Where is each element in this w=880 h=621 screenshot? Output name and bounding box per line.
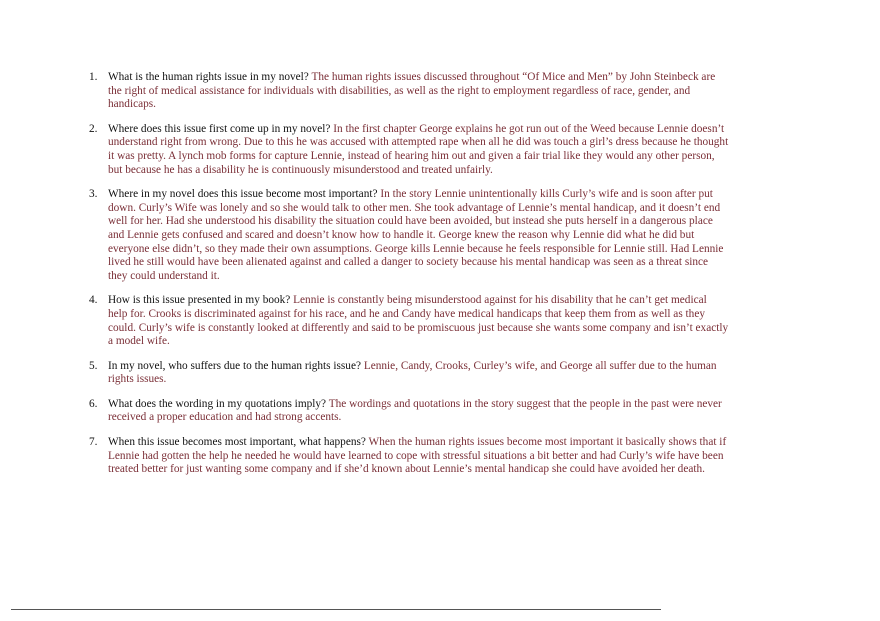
- item-number: 3.: [89, 188, 98, 201]
- item-number: 7.: [89, 436, 98, 449]
- item-number: 2.: [89, 122, 98, 135]
- item-question: When this issue becomes most important, what happens?: [108, 436, 366, 449]
- item-question: What does the wording in my quotations imply?: [108, 397, 327, 410]
- item-answer: Lennie, Candy, Crooks, Curley’s wife, and George all suffer due to the human rights issues.: [108, 359, 717, 386]
- list-item: [89, 360, 729, 387]
- item-number: 1.: [89, 71, 98, 83]
- item-number: 4.: [89, 294, 98, 307]
- item-answer: In the first chapter George explains he got run out of the Weed because Lennie doesn’t understand right from wrong. Due to this he was accused with attempted rape when all he did was touch a girl’s dress because he thought it was pretty. A lynch mob forms for capture Lennie, instead of hearing him out and given a fair trial like they would any other person, but because he has a disability he is continuously misunderstood and treated unfairly.: [108, 122, 729, 176]
- list-item: [89, 71, 729, 112]
- footer-divider: [11, 609, 661, 610]
- question-answer-list: [89, 71, 729, 488]
- item-answer: Lennie is constantly being misunderstood against for his disability that he can’t get medical help for. Crooks is discriminated against for his race, and he and Candy have medical handicaps that keep them from as well as they could. Curly’s wife is constantly looked at differently and said to be promiscuous just because she wants some company and isn’t exactly a model wife.: [108, 294, 729, 348]
- list-item: [89, 294, 729, 348]
- item-question: How is this issue presented in my book?: [108, 294, 291, 307]
- item-answer: The wordings and quotations in the story suggest that the people in the past were never received a proper education and had strong accents.: [108, 397, 722, 424]
- item-question: Where in my novel does this issue become most important?: [108, 188, 378, 201]
- list-item: [89, 398, 729, 425]
- list-item: [89, 123, 729, 177]
- item-question: In my novel, who suffers due to the human rights issue?: [108, 359, 361, 372]
- item-number: 6.: [89, 397, 98, 410]
- list-item: [89, 188, 729, 283]
- item-answer: In the story Lennie unintentionally kills Curly’s wife and is soon after put down. Curly’s Wife was lonely and so she would talk to other men. She took advantage of Lennie’s mental handicap, and it doesn’t end well for her. Had she understood his disability the situation could have been avoided, but instead she puts herself in a dangerous place and Lennie gets confused and scared and doesn’t know how to handle it. George knew the reason why Lennie did what he did but everyone else didn’t, so they made their own assumptions. George kills Lennie because he feels responsible for Lennie still. Had Lennie lived he still would have been alienated against and called a danger to society because his mental handicap was seen as a threat since they could understand it.: [108, 188, 724, 282]
- item-question: What is the human rights issue in my novel?: [108, 71, 309, 83]
- item-number: 5.: [89, 359, 98, 372]
- list-item: [89, 436, 729, 477]
- item-answer: When the human rights issues become most important it basically shows that if Lennie had gotten the help he needed he would have learned to cope with stressful situations a bit better and had Curly’s wife have been treated better for just wanting some company and if she’d known about Lennie’s mental handicap she could have avoided her death.: [108, 436, 727, 476]
- item-question: Where does this issue first come up in my novel?: [108, 122, 331, 135]
- item-answer: The human rights issues discussed throughout “Of Mice and Men” by John Steinbeck are the right of medical assistance for individuals with disabilities, as well as the right to employment regardless of race, gender, and handicaps.: [108, 71, 716, 111]
